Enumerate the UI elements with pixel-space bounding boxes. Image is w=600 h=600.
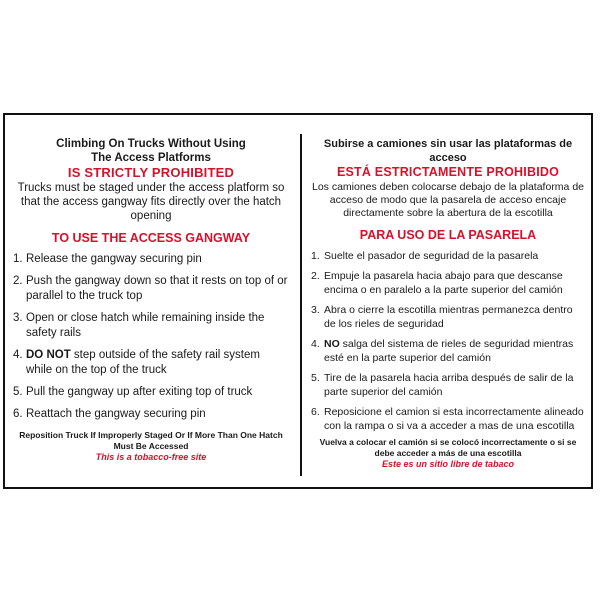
spanish-steps-list — [311, 249, 585, 433]
english-step-3: 3. Open or close hatch while remaining inside the safety rails — [13, 312, 265, 339]
spanish-step-5: 5. Tire de la pasarela hacia arriba después de salir de la parte superior del camión — [311, 372, 574, 398]
english-steps-list — [13, 252, 289, 422]
english-footer: Reposition Truck If Improperly Staged Or If More Than One Hatch Must Be Accessed — [19, 430, 283, 451]
spanish-step-4-bold: NO — [324, 338, 340, 350]
spanish-footer: Vuelva a colocar el camión si se colocó incorrectamente o si se debe acceder a más de una escotilla — [319, 437, 577, 458]
english-step-5: 5. Pull the gangway up after exiting top of truck — [13, 386, 253, 398]
spanish-section-heading: PARA USO DE LA PASARELA — [359, 228, 537, 242]
english-step-1: 1. Release the gangway securing pin — [13, 253, 202, 265]
spanish-intro: Los camiones deben colocarse debajo de la plataforma de acceso de modo que la pasarela de acceso encaje directamente sobre la abertura de la escotilla — [311, 181, 584, 219]
spanish-step-3: 3. Abra o cierre la escotilla mientras permanezca dentro de los rieles de seguridad — [311, 304, 573, 330]
english-intro: Trucks must be staged under the access platform so that the access gangway fits directly over the hatch opening — [17, 182, 285, 222]
spanish-title: Subirse a camiones sin usar las plataformas de acceso — [323, 138, 573, 164]
spanish-step-1: 1. Suelte el pasador de seguridad de la pasarela — [311, 250, 539, 262]
english-prohibited-heading: IS STRICTLY PROHIBITED — [67, 165, 235, 180]
english-tobacco-notice: This is a tobacco-free site — [95, 452, 207, 462]
english-column — [13, 137, 289, 463]
english-step-6: 6. Reattach the gangway securing pin — [13, 408, 206, 420]
english-title-line2: The Access Platforms — [91, 152, 211, 164]
english-step-4-bold: DO NOT — [26, 349, 71, 361]
english-section-heading: TO USE THE ACCESS GANGWAY — [51, 231, 251, 245]
english-step-2: 2. Push the gangway down so that it rests on top of or parallel to the truck top — [13, 275, 288, 302]
spanish-tobacco-notice: Este es un sitio libre de tabaco — [381, 459, 515, 469]
spanish-step-2: 2. Empuje la pasarela hacia abajo para que descanse encima o en paralelo a la parte superior del camión — [311, 270, 563, 296]
spanish-step-4: 4. NO salga del sistema de rieles de seguridad mientras esté en la parte superior del camión — [311, 338, 574, 364]
spanish-prohibited-heading: ESTÁ ESTRICTAMENTE PROHIBIDO — [336, 165, 560, 179]
english-step-4: 4. DO NOT step outside of the safety rail system while on the top of the truck — [13, 349, 260, 376]
english-title-line1: Climbing On Trucks Without Using — [56, 138, 246, 150]
safety-sign — [3, 113, 593, 489]
column-divider — [300, 134, 302, 476]
spanish-step-6: 6. Reposicione el camion si esta incorrectamente alineado con la rampa o si va a acceder a mas de una escotilla — [311, 406, 584, 432]
spanish-column — [311, 137, 585, 470]
